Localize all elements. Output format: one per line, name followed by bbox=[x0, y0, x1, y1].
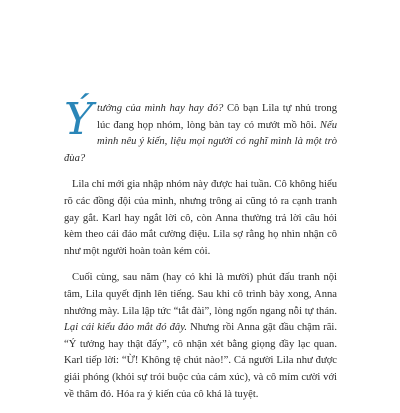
paragraph-3-text-a: Cuối cùng, sau năm (hay có khi là mười) phút đấu tranh nội tâm, Lila quyết định lên tiếng. Sau khi cô trình bày xong, Anna nhướng mày. Lila lập tức “tắt đài”, lòng ngổn ngang nỗi tự thán. bbox=[64, 272, 337, 317]
inner-thought-worry: Nếu mình nêu ý kiến, liệu mọi người có nghĩ mình là một trò đùa? bbox=[64, 119, 337, 164]
paragraph-3-italic: Lại cái kiểu đảo mắt đó đây. bbox=[64, 322, 187, 334]
story-text bbox=[64, 94, 338, 413]
drop-cap: Ý bbox=[64, 94, 94, 145]
paragraph-2 bbox=[64, 177, 337, 260]
paragraph-2-text: Lila chỉ mới gia nhập nhóm này được hai tuần. Cô không hiểu rõ các đồng đội của mình, nhưng trông ai cũng tỏ ra cạnh tranh gay gắt. Karl hay ngắt lời cô, còn Anna thường trả lời câu hỏi kèm theo cái đảo mắt cường điệu. Lila sợ rằng họ nhìn nhận cô như một người hoàn toàn kém cỏi. bbox=[64, 179, 337, 257]
paragraph-3 bbox=[64, 270, 337, 403]
opening-paragraph bbox=[64, 94, 337, 167]
inner-thought-question: tưởng của mình hay hay đó? bbox=[97, 103, 224, 114]
paragraph-3-text-b: Nhưng rồi Anna gật đầu chậm rãi. “Ý tưởng hay thật đấy”, cô nhận xét bằng giọng đầy lạc quan. Karl tiếp lời: “Ừ! Không tệ chút nào!”. Cả người Lila như được giải phóng (khỏi sự trói buộc của cảm xúc), và cô mỉm cười với về thâm đó. Hóa ra ý kiến của cô khá là tuyệt. bbox=[64, 322, 338, 400]
narration-text: Cô bạn Lila tự nhủ trong lúc đang họp nhóm, lòng bàn tay có mướt mồ hôi. bbox=[97, 103, 337, 131]
